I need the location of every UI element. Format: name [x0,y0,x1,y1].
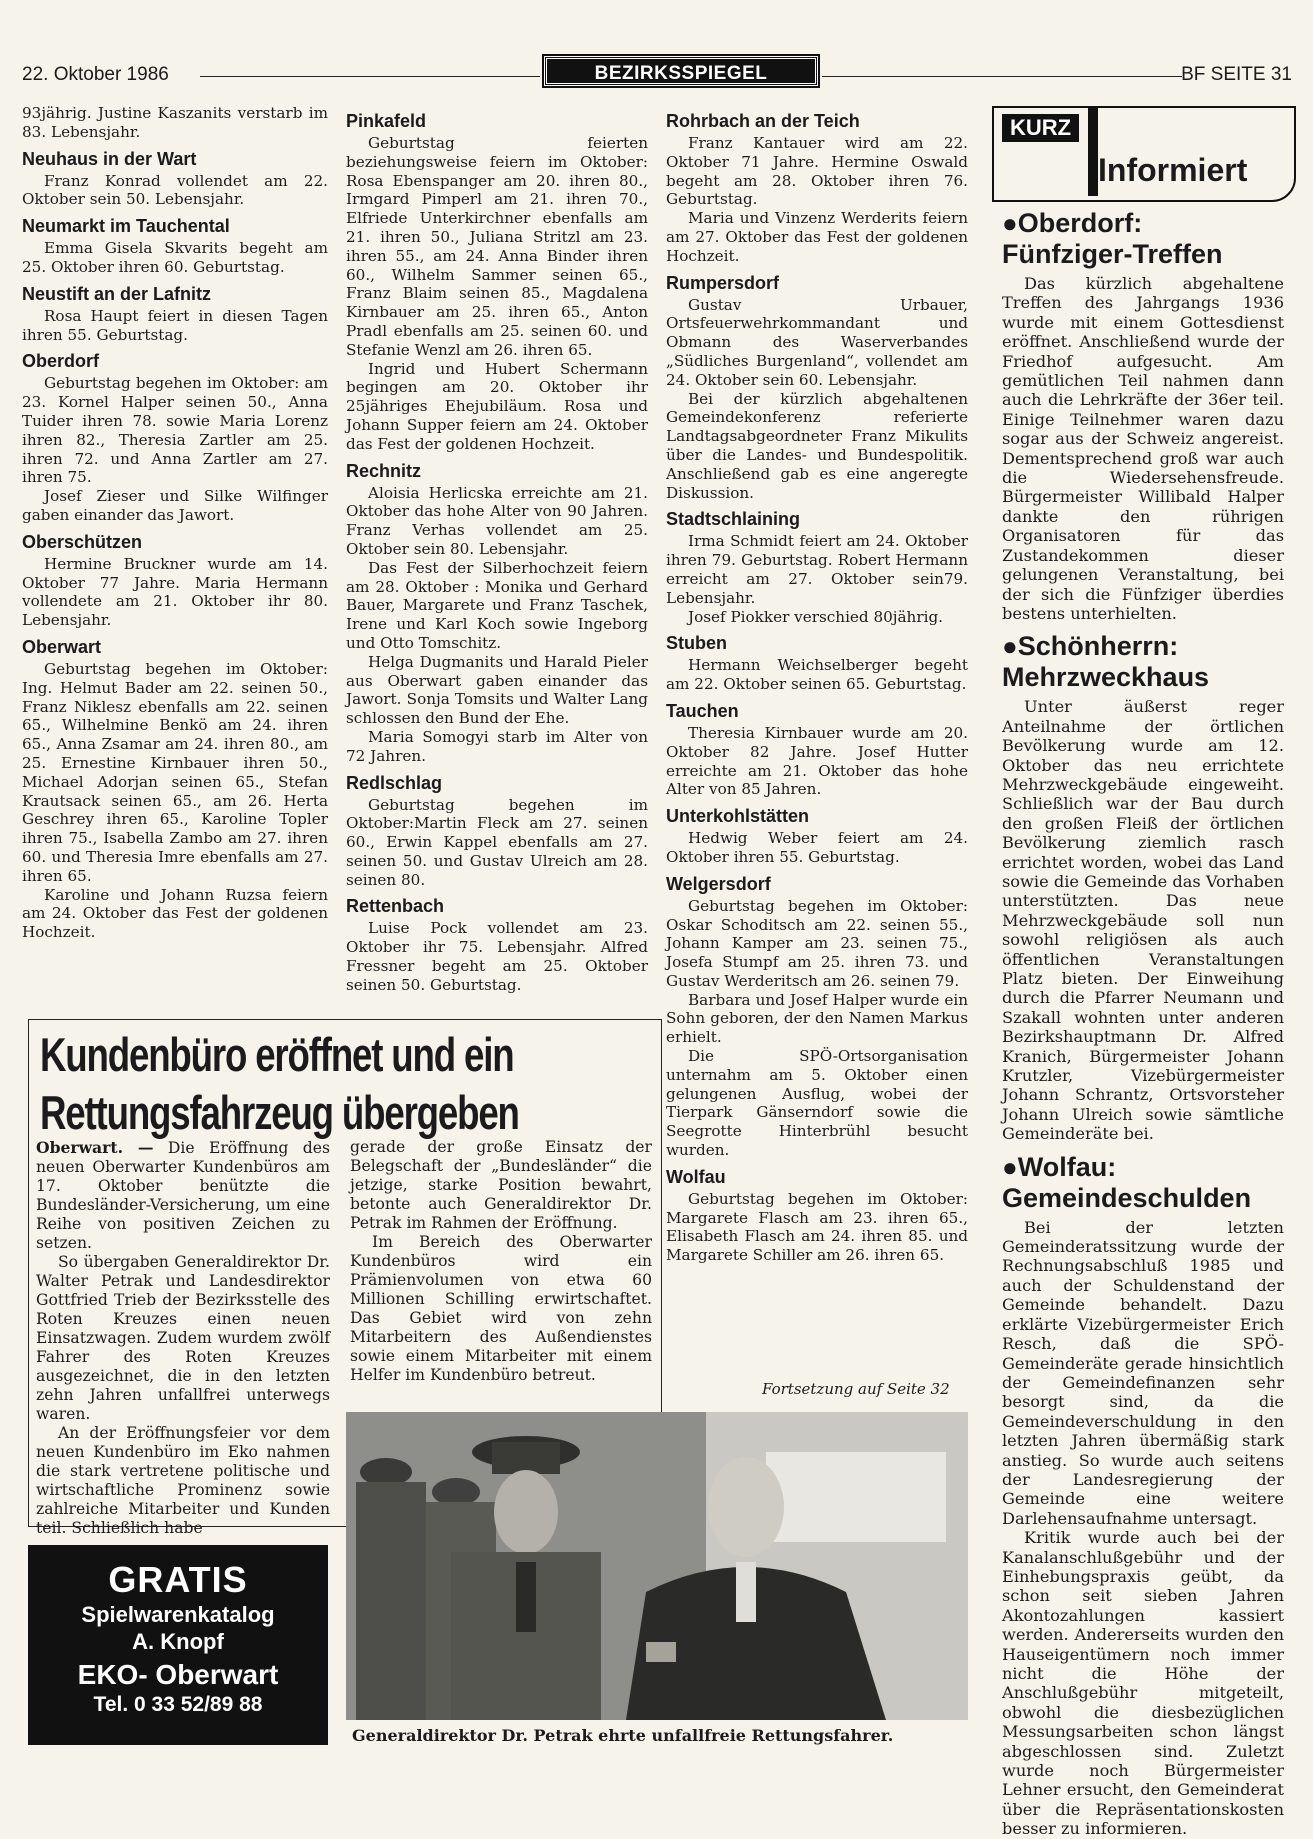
place-heading: Rumpersdorf [666,272,780,293]
news-column-2 [346,104,648,995]
news-paragraph: Theresia Kirnbauer wurde am 20. Oktober 82 Jahre. Josef Hutter erreichte am 21. Oktober das hohe Alter von 85 Jahren. [666,723,968,799]
ad-store: A. Knopf [132,1629,224,1654]
ad-gratis: GRATIS [108,1559,248,1600]
news-paragraph: Geburtstag feierten beziehungsweise feiern im Oktober: Rosa Ebenspanger am 20. ihren 80., Irmgard Pimperl am 21. ihren 70., Elfriede Unterkirchner ebenfalls am 21. ihren 50., Juliana Stritzl am 23. ihren 55., am 24. Anna Binder ihren 60., Wilhelm Sammer seinen 65., Franz Blaim seinen 85., Magdalena Kirnbauer am 25. ihren 65., Anton Pradl ebenfalls am 25. seinen 60. und Stefanie Wenzl am 26. ihren 65. [346,134,648,359]
news-paragraph: Helga Dugmanits und Harald Pieler aus Oberwart gaben einander das Jawort. Sonja Tomsits und Walter Lang schlossen den Bund der Ehe. [346,652,648,728]
news-column-3 [666,104,968,1265]
section-title: BEZIRKSSPIEGEL [544,56,818,86]
headline-line-2: Rettungsfahrzeug übergeben [40,1086,519,1139]
bullet-icon: ● [1002,631,1018,662]
news-paragraph: Geburtstag begehen im Oktober: Ing. Helmut Bader am 22. seinen 50., Franz Niklesz ebenfalls am 22. seinen 65., Wilhelmine Benkö am 24. ihren 65., Anna Zsamar am 24. ihren 80., am 25. Ernestine Kirnbauer ihren 50., Michael Adorjan seinen 65., Stefan Krautsack seinen 65., am 26. Herta Geschrey ihren 65., Karoline Topler ihren 75., Isabella Zambo am 27. ihren 60. und Theresia Imre ebenfalls am 27. ihren 65. [22,659,328,885]
news-paragraph: Die SPÖ-Ortsorganisation unternahm am 5. Oktober einen gelungenen Ausflug, wobei der Tierpark Gänserndorf sowie die Seegrotte Hinterbrühl besucht wurden. [666,1047,968,1160]
story-p4: gerade der große Einsatz der Belegschaft der „Bundesländer“ die jetzige, starke Position bewahrt, betonte auch Generaldirektor Dr. Petrak im Rahmen der Eröffnung. [350,1138,652,1232]
place-heading: Redlschlag [346,772,443,793]
bullet-icon: ● [1002,1151,1018,1182]
news-paragraph: Maria Somogyi starb im Alter von 72 Jahren. [346,727,648,765]
place-heading: Wolfau [666,1166,726,1187]
kurz-headline-topic: Fünfziger-Treffen [1002,239,1223,269]
news-paragraph: Bei der kürzlich abgehaltenen Gemeindekonferenz referierte Landtagsabgeordneter Franz Mikulits über die Landes- und Bundespolitik. Anschließend gab es eine angeregte Diskussion. [666,389,968,502]
news-paragraph: Geburtstag begehen im Oktober: am 23. Kornel Halper seinen 50., Anna Tuider ihren 78. sowie Maria Lorenz ihren 82., Theresia Zartler am 25. ihren 72. und Anna Zartler am 27. ihren 75. [22,374,328,487]
kurz-paragraph: Kritik wurde auch bei der Kanalanschlußgebühr und der Einhebungspraxis geübt, da schon seit sieben Jahren Akontozahlungen kassiert werden. Andererseits wurden den Hauseigentümern noch immer nicht die Höhe der Anschlußgebühr mitgeteilt, obwohl die diesbezüglichen Messungsarbeiten schon längst abgeschlossen sind. Zuletzt wurde noch Bürgermeister Lehner ersucht, den Gemeinderat über die Repräsentationskosten besser zu informieren. [1002,1528,1284,1839]
kurz-headline-place: Schönherrn: [1017,631,1179,662]
story-p1: Die Eröffnung des neuen Oberwarter Kundenbüros am 17. Oktober benützte die Bundesländer-Versicherung, um eine Reihe von positiven Zeichen zu setzen. [36,1139,330,1252]
place-heading: Neumarkt im Tauchental [22,216,230,237]
photo-illustration [346,1412,968,1720]
kurz-headline [1002,631,1284,693]
news-paragraph: Geburtstag begehen im Oktober: Oskar Schoditsch am 22. seinen 55., Johann Kamper am 23. seinen 75., Josefa Stumpf am 25. ihren 73. und Gustav Werderitsch am 26. seinen 79. [666,896,968,990]
kurz-headline-topic: Gemeindeschulden [1002,1182,1252,1213]
page-header [22,54,1292,90]
place-heading: Rettenbach [346,896,445,917]
issue-date: 22. Oktober 1986 [22,64,169,85]
place-heading: Stadtschlaining [666,509,801,530]
kurz-headline-place: Wolfau: [1017,1151,1117,1182]
news-paragraph: Gustav Urbauer, Ortsfeuerwehrkommandant und Obmann des Waserverbandes „Südliches Burgenland“, vollendet am 24. Oktober sein 60. Lebensjahr. [666,295,968,389]
news-paragraph: Hermann Weichselberger begeht am 22. Oktober seinen 65. Geburtstag. [666,656,968,694]
kurz-paragraph: Unter äußerst reger Anteilnahme der örtlichen Bevölkerung wurde am 12. Oktober das neu errichtete Mehrzweckgebäude eingeweiht. Schließlich war der Bau durch den großen Fleiß der örtlichen Bevölkerung ziemlich rasch errichtet worden, wobei das Land sowie die Gemeinde das Vorhaben unterstützten. Das neue Mehrzweckgebäude soll nun sowohl religiösen als auch öffentlichen Veranstaltungen Platz bieten. Der Einweihung durch die Pfarrer Neumann und Szakall wohnten unter anderen Bezirkshauptmann Dr. Alfred Kranich, Bürgermeister Johann Krutzler, Vizebürgermeister Johann Schrantz, Ortsvorsteher Johann Ulreich sowie sämtliche Gemeinderäte bei. [1002,697,1284,1144]
page-number: BF SEITE 31 [1181,64,1292,85]
kurz-title: Informiert [1098,152,1248,188]
kurz-bar [1088,108,1098,196]
news-paragraph: Geburtstag begehen im Oktober: Margarete Flasch am 23. ihren 65., Elisabeth Flasch am 24. ihren 85. und Margarete Schiller am 26. ihren 65. [666,1189,968,1265]
eko-advertisement [28,1545,328,1745]
header-rule-right [822,76,1182,77]
kurz-paragraph: Das kürzlich abgehaltene Treffen des Jahrgangs 1936 wurde mit einem Gottesdienst eröffnet. Anschließend wurde der Friedhof aufgesucht. Am gemütlichen Teil nahmen dann auch die Lehrkräfte der 36er teil. Einige Teilnehmer waren dazu sogar aus der Schweiz angereist. Dementsprechend groß war auch die Wiedersehensfreude. Bürgermeister Willibald Halper dankte den rührigen Organisatoren für das Zustandekommen dieser gelungenen Veranstaltung, bei der sich die Fünfziger überdies bestens unterhielten. [1002,274,1284,623]
kurz-paragraph: Bei der letzten Gemeinderatssitzung wurde der Rechnungsabschluß 1985 und auch der Schuldenstand der Gemeinde behandelt. Dazu erklärte Vizebürgermeister Erich Resch, daß die SPÖ-Gemeinderäte gerade hinsichtlich der Gemeindefinanzen sehr besorgt sind, da die Gemeindeverschuldung in den letzten Jahren übermäßig stark anstieg. So wurde auch seitens der Landesregierung der Gemeinde eine weitere Darlehensaufnahme untersagt. [1002,1217,1284,1528]
story-p3: An der Eröffnungsfeier vor dem neuen Kundenbüro im Eko nahmen die stark vertretene politische und wirtschaftliche Prominenz sowie zahlreiche Mitarbeiter und Kunden teil. Schließlich habe [36,1424,330,1537]
place-heading: Stuben [666,633,727,654]
kurz-headline [1002,1152,1284,1214]
kurz-informiert-header [992,106,1296,202]
news-photo [346,1412,968,1720]
photo-caption: Generaldirektor Dr. Petrak ehrte unfallfreie Rettungsfahrer. [352,1726,894,1745]
news-paragraph: Irma Schmidt feiert am 24. Oktober ihren 79. Geburtstag. Robert Hermann erreicht am 27. Oktober sein79. Lebensjahr. [666,532,968,607]
headline-line-1: Kundenbüro eröffnet und ein [40,1028,514,1081]
place-heading: Neustift an der Lafnitz [22,283,212,304]
news-paragraph: Rosa Haupt feiert in diesen Tagen ihren 55. Geburtstag. [22,306,328,344]
news-paragraph: Hedwig Weber feiert am 24. Oktober ihren 55. Geburtstag. [666,829,968,866]
ad-location: EKO- Oberwart [77,1659,279,1690]
news-paragraph: Josef Zieser und Silke Wilfinger gaben einander das Jawort. [22,487,328,524]
news-paragraph: Geburtstag begehen im Oktober:Martin Fleck am 27. seinen 60., Erwin Kappel ebenfalls am 27. seinen 50. und Gustav Ulreich am 28. seinen 80. [346,795,648,889]
ad-phone: Tel. 0 33 52/89 88 [93,1693,263,1716]
story-column-1 [36,1138,330,1538]
news-paragraph: Luise Pock vollendet am 23. Oktober ihr 75. Lebensjahr. Alfred Fressner begeht am 25. Oktober seinen 50. Geburtstag. [346,919,648,994]
bullet-icon: ● [1002,208,1018,238]
place-heading: Neuhaus in der Wart [22,148,197,169]
kurz-headline-place: Oberdorf: [1017,208,1143,238]
story-lead: Oberwart. — [36,1138,154,1157]
header-rule-left [200,76,540,77]
kurz-headline-topic: Mehrzweckhaus [1002,662,1210,693]
place-heading: Welgersdorf [666,873,771,894]
place-heading: Oberwart [22,636,102,657]
news-paragraph: Josef Piokker verschied 80jährig. [688,607,944,626]
place-heading: Tauchen [666,700,739,721]
news-paragraph: Aloisia Herlicska erreichte am 21. Oktober das hohe Alter von 90 Jahren. Franz Verhas vollendet am 25. Oktober sein 80. Lebensjahr. [346,483,648,558]
kurz-label: KURZ [1002,114,1079,142]
news-paragraph: Maria und Vinzenz Werderits feiern am 27. Oktober das Fest der goldenen Hochzeit. [666,209,968,265]
news-paragraph: Franz Konrad vollendet am 22. Oktober sein 50. Lebensjahr. [22,171,328,209]
news-paragraph: 93jährig. Justine Kaszanits verstarb im 83. Lebensjahr. [22,104,328,141]
story-p2: So übergaben Generaldirektor Dr. Walter Petrak und Landesdirektor Gottfried Trieb der Bezirksstelle des Roten Kreuzes einen neuen Einsatzwagen. Zudem wurdem zwölf Fahrer des Roten Kreuzes ausgezeichnet, die in den letzten zehn Jahren unfallfrei unterwegs waren. [36,1253,330,1423]
continued-note: Fortsetzung auf Seite 32 [762,1380,950,1398]
news-paragraph: Hermine Bruckner wurde am 14. Oktober 77 Jahre. Maria Hermann vollendete am 21. Oktober ihr 80. Lebensjahr. [22,554,328,630]
kurz-headline [1002,208,1284,270]
news-paragraph: Das Fest der Silberhochzeit feiern am 28. Oktober : Monika und Gerhard Bauer, Margarete und Franz Taschek, Irene und Karl Koch sowie Ingeborg und Otto Tomschitz. [346,558,648,652]
news-paragraph: Karoline und Johann Ruzsa feiern am 24. Oktober das Fest der goldenen Hochzeit. [22,885,328,942]
news-paragraph: Barbara und Josef Halper wurde ein Sohn geboren, der den Namen Markus erhielt. [666,990,968,1047]
place-heading: Oberdorf [22,351,100,372]
news-paragraph: Emma Gisela Skvarits begeht am 25. Oktober ihren 60. Geburtstag. [22,239,328,276]
place-heading: Rohrbach an der Teich [666,111,860,131]
news-paragraph: Franz Kantauer wird am 22. Oktober 71 Jahre. Hermine Oswald begeht am 28. Oktober ihren 76. Geburtstag. [666,134,968,209]
story-headline [40,1026,524,1142]
place-heading: Unterkohlstätten [666,806,810,827]
place-heading: Oberschützen [22,531,143,552]
kurz-column [1002,200,1284,1839]
news-column-1 [22,104,328,942]
place-heading: Rechnitz [346,460,422,481]
story-p5: Im Bereich des Oberwarter Kundenbüros wird ein Prämienvolumen von etwa 60 Millionen Schilling erwirtschaftet. Das Gebiet wird von zehn Mitarbeitern des Außendienstes sowie einem Mitarbeiter mit einem Helfer im Kundenbüro betreut. [350,1233,652,1384]
place-heading: Pinkafeld [346,111,427,131]
news-paragraph: Ingrid und Hubert Schermann begingen am 20. Oktober ihr 25jähriges Ehejubiläum. Rosa und Johann Supper feiern am 24. Oktober das Fest der goldenen Hochzeit. [346,359,648,453]
story-column-2 [350,1138,652,1385]
ad-catalog: Spielwarenkatalog [81,1602,275,1627]
